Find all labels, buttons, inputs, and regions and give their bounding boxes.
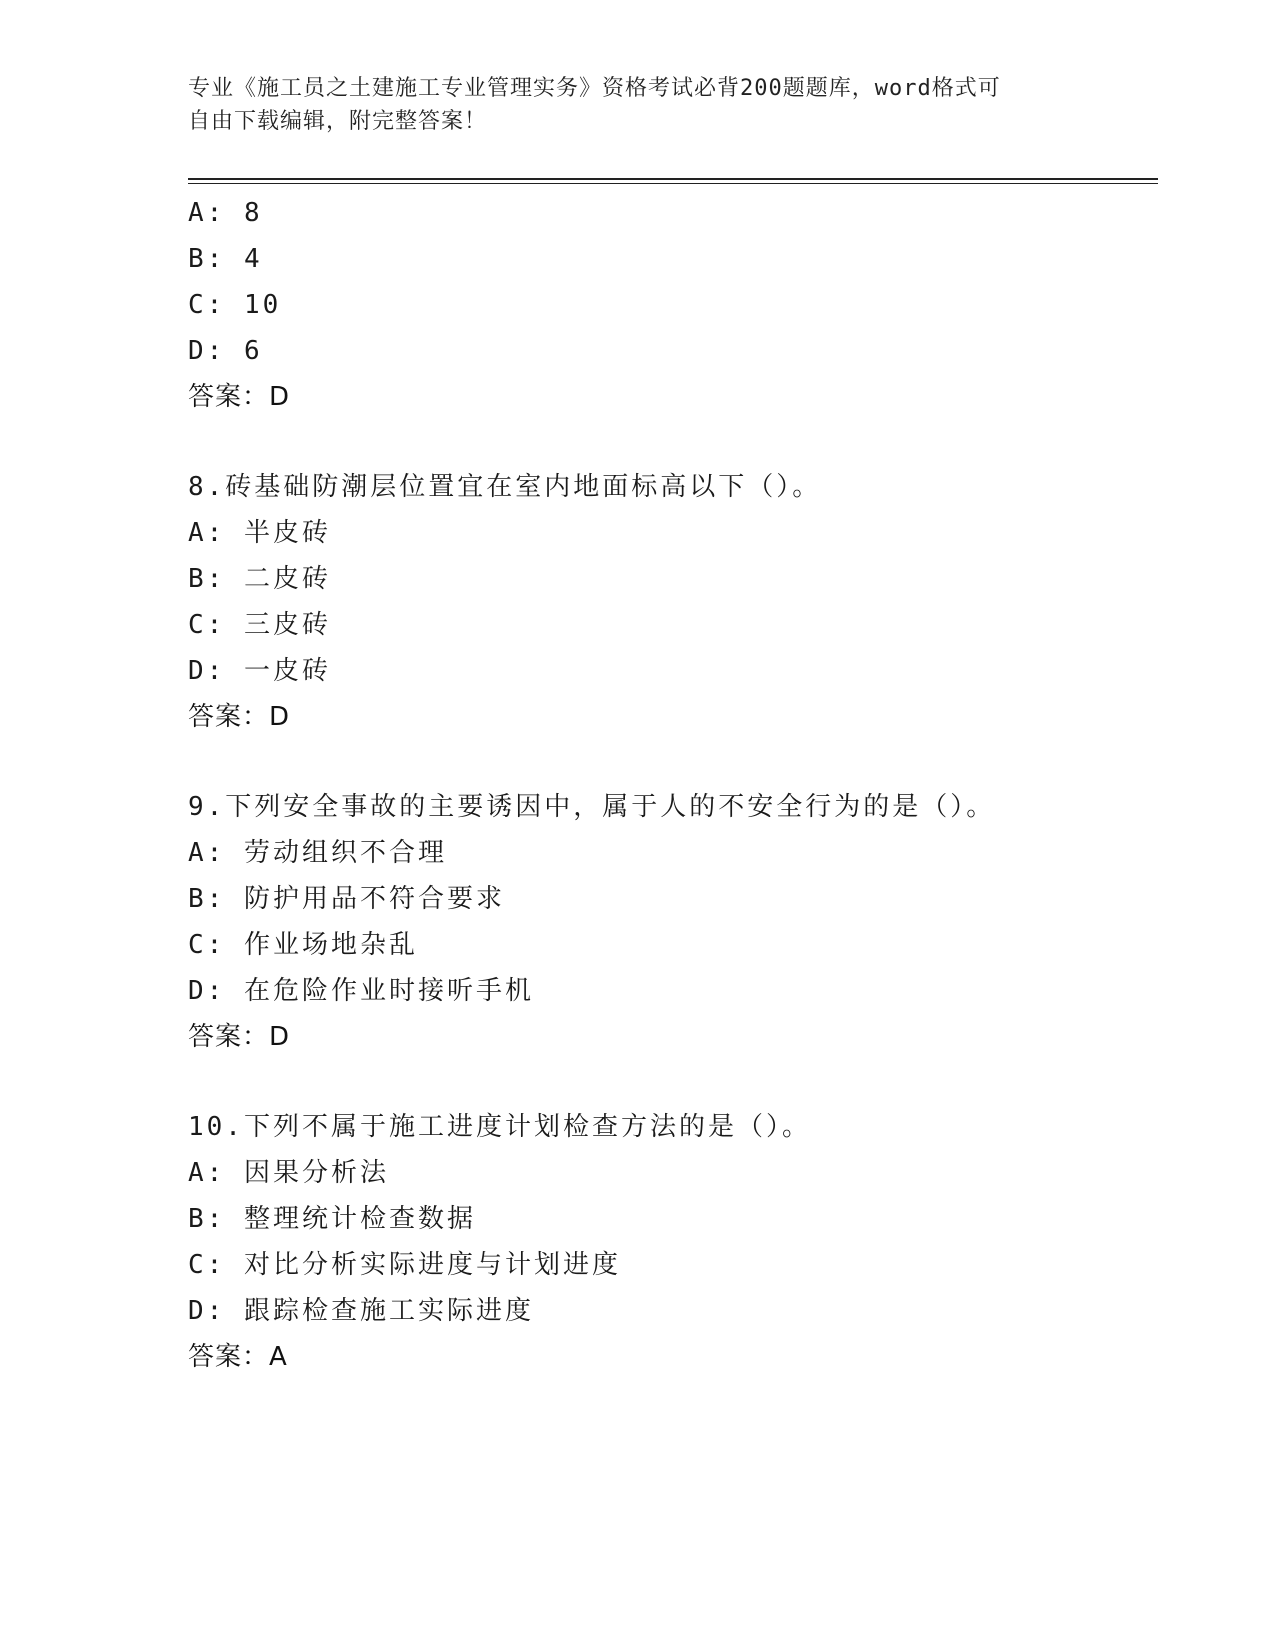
answer-line: 答案：D xyxy=(188,1022,291,1052)
spacer xyxy=(188,420,1158,464)
question-stem: 8.砖基础防潮层位置宜在室内地面标高以下（）。 xyxy=(188,472,822,502)
option-d: D: 一皮砖 xyxy=(188,656,331,686)
document-header xyxy=(188,72,1068,138)
option-c: C: 三皮砖 xyxy=(188,610,331,640)
option-a: A: 因果分析法 xyxy=(188,1158,389,1188)
option-c: C: 作业场地杂乱 xyxy=(188,930,418,960)
spacer xyxy=(188,740,1158,784)
option-b: B: 二皮砖 xyxy=(188,564,331,594)
question-block-8 xyxy=(188,464,1158,740)
option-b: B: 防护用品不符合要求 xyxy=(188,884,505,914)
option-d: D: 在危险作业时接听手机 xyxy=(188,976,534,1006)
spacer xyxy=(188,1060,1158,1104)
answer-line: 答案：D xyxy=(188,382,291,412)
option-b: B: 4 xyxy=(188,244,263,274)
question-stem: 10.下列不属于施工进度计划检查方法的是（）。 xyxy=(188,1112,811,1142)
question-stem: 9.下列安全事故的主要诱因中，属于人的不安全行为的是（）。 xyxy=(188,792,996,822)
option-c: C: 10 xyxy=(188,290,282,320)
question-block-9 xyxy=(188,784,1158,1060)
header-divider xyxy=(188,178,1158,180)
option-a: A: 半皮砖 xyxy=(188,518,331,548)
header-line-2: 自由下载编辑，附完整答案！ xyxy=(188,109,488,134)
option-d: D: 6 xyxy=(188,336,263,366)
question-block-10 xyxy=(188,1104,1158,1380)
answer-line: 答案：D xyxy=(188,702,291,732)
option-a: A: 8 xyxy=(188,198,263,228)
question-list xyxy=(188,190,1158,1380)
question-block-7-partial xyxy=(188,190,1158,420)
option-b: B: 整理统计检查数据 xyxy=(188,1204,476,1234)
option-c: C: 对比分析实际进度与计划进度 xyxy=(188,1250,621,1280)
option-a: A: 劳动组织不合理 xyxy=(188,838,447,868)
option-d: D: 跟踪检查施工实际进度 xyxy=(188,1296,534,1326)
answer-line: 答案：A xyxy=(188,1342,288,1372)
header-divider-thin xyxy=(188,183,1158,184)
header-line-1: 专业《施工员之土建施工专业管理实务》资格考试必背200题题库，word格式可 xyxy=(188,76,1001,101)
